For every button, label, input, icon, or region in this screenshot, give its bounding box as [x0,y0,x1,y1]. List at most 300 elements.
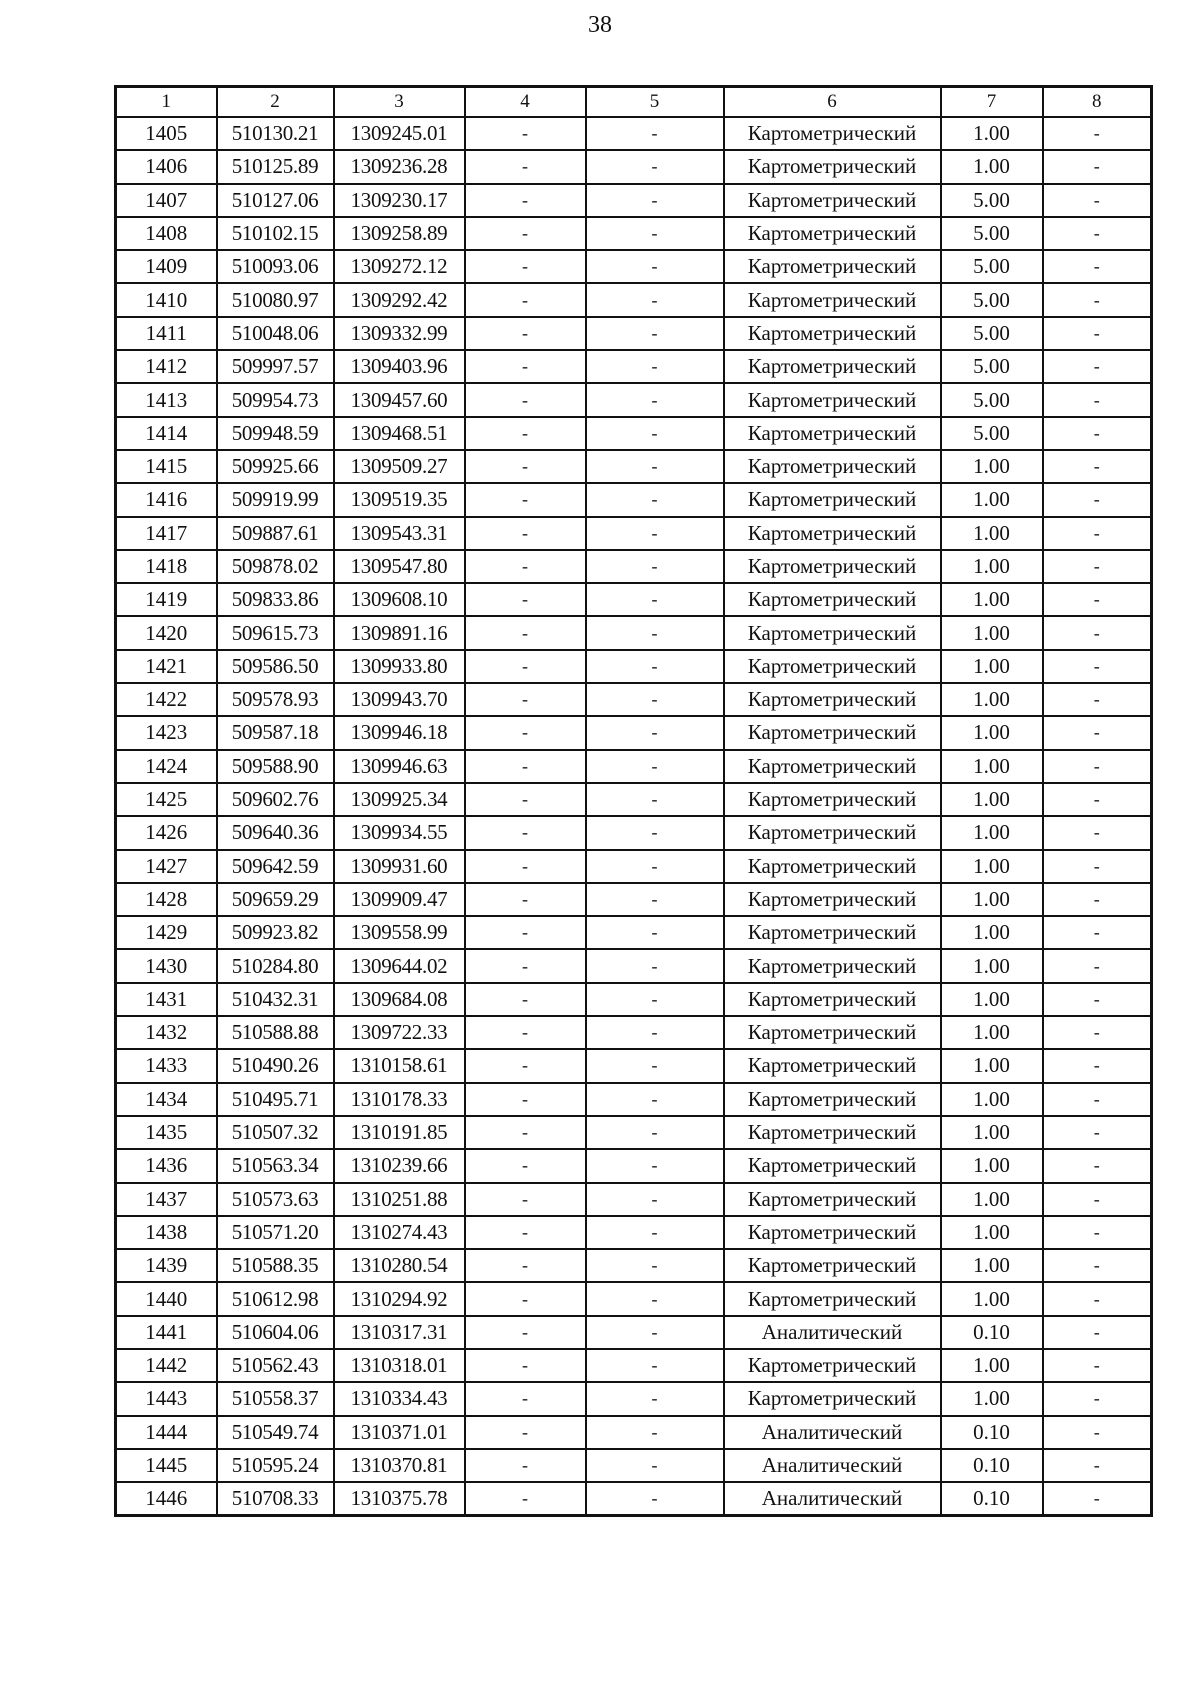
col8-cell: - [1043,1282,1152,1315]
y-coordinate-cell: 1309933.80 [334,650,465,683]
x-coordinate-cell: 510708.33 [217,1482,334,1516]
point-number-cell: 1434 [116,1083,217,1116]
col8-cell: - [1043,184,1152,217]
col8-cell: - [1043,250,1152,283]
table-row [116,1449,1152,1482]
y-coordinate-cell: 1309468.51 [334,417,465,450]
accuracy-cell: 1.00 [941,816,1043,849]
col5-cell: - [586,250,724,283]
point-number-cell: 1416 [116,483,217,516]
accuracy-cell: 1.00 [941,517,1043,550]
col4-cell: - [465,217,586,250]
x-coordinate-cell: 510573.63 [217,1183,334,1216]
table-row [116,883,1152,916]
point-number-cell: 1435 [116,1116,217,1149]
x-coordinate-cell: 510125.89 [217,150,334,183]
point-number-cell: 1424 [116,750,217,783]
x-coordinate-cell: 510432.31 [217,983,334,1016]
method-cell: Картометрический [724,716,941,749]
accuracy-cell: 1.00 [941,1282,1043,1315]
method-cell: Картометрический [724,1282,941,1315]
table-row [116,583,1152,616]
point-number-cell: 1421 [116,650,217,683]
y-coordinate-cell: 1309236.28 [334,150,465,183]
x-coordinate-cell: 510080.97 [217,283,334,316]
col4-cell: - [465,317,586,350]
method-cell: Картометрический [724,483,941,516]
table-row [116,750,1152,783]
col4-cell: - [465,1016,586,1049]
col8-cell: - [1043,1016,1152,1049]
accuracy-cell: 1.00 [941,1349,1043,1382]
point-number-cell: 1420 [116,616,217,649]
method-cell: Картометрический [724,916,941,949]
accuracy-cell: 1.00 [941,1049,1043,1082]
y-coordinate-cell: 1309891.16 [334,616,465,649]
method-cell: Картометрический [724,750,941,783]
x-coordinate-cell: 509586.50 [217,650,334,683]
x-coordinate-cell: 509640.36 [217,816,334,849]
y-coordinate-cell: 1309403.96 [334,350,465,383]
point-number-cell: 1406 [116,150,217,183]
table-row [116,1183,1152,1216]
col4-cell: - [465,550,586,583]
y-coordinate-cell: 1309943.70 [334,683,465,716]
x-coordinate-cell: 510284.80 [217,949,334,982]
col8-cell: - [1043,150,1152,183]
x-coordinate-cell: 510563.34 [217,1149,334,1182]
x-coordinate-cell: 509642.59 [217,850,334,883]
col8-cell: - [1043,550,1152,583]
col8-cell: - [1043,1183,1152,1216]
method-cell: Картометрический [724,517,941,550]
col4-cell: - [465,983,586,1016]
col8-cell: - [1043,1416,1152,1449]
method-cell: Картометрический [724,383,941,416]
accuracy-cell: 1.00 [941,483,1043,516]
accuracy-cell: 1.00 [941,583,1043,616]
col5-cell: - [586,850,724,883]
col5-cell: - [586,1149,724,1182]
col5-cell: - [586,683,724,716]
table-row [116,783,1152,816]
point-number-cell: 1428 [116,883,217,916]
accuracy-cell: 0.10 [941,1416,1043,1449]
table-row [116,716,1152,749]
table-row [116,616,1152,649]
accuracy-cell: 1.00 [941,916,1043,949]
x-coordinate-cell: 509925.66 [217,450,334,483]
point-number-cell: 1413 [116,383,217,416]
col8-cell: - [1043,1083,1152,1116]
table-header-row [116,87,1152,118]
point-number-cell: 1414 [116,417,217,450]
col5-cell: - [586,117,724,150]
method-cell: Картометрический [724,850,941,883]
table-row [116,217,1152,250]
y-coordinate-cell: 1310239.66 [334,1149,465,1182]
y-coordinate-cell: 1309543.31 [334,517,465,550]
method-cell: Картометрический [724,350,941,383]
method-cell: Картометрический [724,650,941,683]
accuracy-cell: 0.10 [941,1316,1043,1349]
x-coordinate-cell: 510595.24 [217,1449,334,1482]
x-coordinate-cell: 510048.06 [217,317,334,350]
col4-cell: - [465,916,586,949]
column-header-2: 2 [217,87,334,118]
col8-cell: - [1043,483,1152,516]
col5-cell: - [586,1349,724,1382]
table-row [116,1016,1152,1049]
col5-cell: - [586,383,724,416]
column-header-8: 8 [1043,87,1152,118]
point-number-cell: 1436 [116,1149,217,1182]
y-coordinate-cell: 1309909.47 [334,883,465,916]
method-cell: Картометрический [724,117,941,150]
y-coordinate-cell: 1309258.89 [334,217,465,250]
point-number-cell: 1422 [116,683,217,716]
coordinates-table [114,85,1153,1517]
col5-cell: - [586,417,724,450]
method-cell: Картометрический [724,1049,941,1082]
method-cell: Картометрический [724,184,941,217]
col4-cell: - [465,1449,586,1482]
accuracy-cell: 5.00 [941,250,1043,283]
col4-cell: - [465,450,586,483]
col8-cell: - [1043,650,1152,683]
y-coordinate-cell: 1309644.02 [334,949,465,982]
y-coordinate-cell: 1310318.01 [334,1349,465,1382]
col4-cell: - [465,483,586,516]
table-row [116,1116,1152,1149]
accuracy-cell: 5.00 [941,383,1043,416]
y-coordinate-cell: 1310280.54 [334,1249,465,1282]
col4-cell: - [465,1282,586,1315]
x-coordinate-cell: 510549.74 [217,1416,334,1449]
point-number-cell: 1427 [116,850,217,883]
y-coordinate-cell: 1310371.01 [334,1416,465,1449]
table-row [116,383,1152,416]
col8-cell: - [1043,1116,1152,1149]
table-row [116,150,1152,183]
method-cell: Картометрический [724,550,941,583]
col5-cell: - [586,1016,724,1049]
column-header-3: 3 [334,87,465,118]
column-header-6: 6 [724,87,941,118]
col5-cell: - [586,1382,724,1415]
table-row [116,1216,1152,1249]
table-row [116,317,1152,350]
point-number-cell: 1407 [116,184,217,217]
col5-cell: - [586,616,724,649]
y-coordinate-cell: 1310274.43 [334,1216,465,1249]
col4-cell: - [465,583,586,616]
col8-cell: - [1043,283,1152,316]
col5-cell: - [586,1282,724,1315]
col4-cell: - [465,1183,586,1216]
method-cell: Картометрический [724,283,941,316]
x-coordinate-cell: 509587.18 [217,716,334,749]
col4-cell: - [465,1149,586,1182]
x-coordinate-cell: 509919.99 [217,483,334,516]
x-coordinate-cell: 509954.73 [217,383,334,416]
col5-cell: - [586,350,724,383]
y-coordinate-cell: 1310370.81 [334,1449,465,1482]
col8-cell: - [1043,317,1152,350]
x-coordinate-cell: 510102.15 [217,217,334,250]
method-cell: Картометрический [724,150,941,183]
x-coordinate-cell: 509615.73 [217,616,334,649]
x-coordinate-cell: 509878.02 [217,550,334,583]
accuracy-cell: 1.00 [941,450,1043,483]
table-row [116,1049,1152,1082]
point-number-cell: 1419 [116,583,217,616]
x-coordinate-cell: 510127.06 [217,184,334,217]
point-number-cell: 1443 [116,1382,217,1415]
x-coordinate-cell: 509997.57 [217,350,334,383]
x-coordinate-cell: 510612.98 [217,1282,334,1315]
method-cell: Картометрический [724,783,941,816]
table-row [116,916,1152,949]
table-row [116,1316,1152,1349]
method-cell: Аналитический [724,1416,941,1449]
col4-cell: - [465,350,586,383]
y-coordinate-cell: 1309457.60 [334,383,465,416]
accuracy-cell: 1.00 [941,616,1043,649]
method-cell: Картометрический [724,1349,941,1382]
accuracy-cell: 1.00 [941,1216,1043,1249]
col8-cell: - [1043,1216,1152,1249]
table-row [116,1382,1152,1415]
y-coordinate-cell: 1310334.43 [334,1382,465,1415]
col5-cell: - [586,583,724,616]
method-cell: Картометрический [724,1216,941,1249]
method-cell: Картометрический [724,949,941,982]
col5-cell: - [586,483,724,516]
point-number-cell: 1444 [116,1416,217,1449]
accuracy-cell: 1.00 [941,716,1043,749]
col8-cell: - [1043,117,1152,150]
y-coordinate-cell: 1309547.80 [334,550,465,583]
accuracy-cell: 1.00 [941,1382,1043,1415]
accuracy-cell: 1.00 [941,1149,1043,1182]
col4-cell: - [465,1249,586,1282]
accuracy-cell: 0.10 [941,1449,1043,1482]
y-coordinate-cell: 1309292.42 [334,283,465,316]
col8-cell: - [1043,583,1152,616]
point-number-cell: 1417 [116,517,217,550]
x-coordinate-cell: 509578.93 [217,683,334,716]
col5-cell: - [586,283,724,316]
accuracy-cell: 1.00 [941,1116,1043,1149]
method-cell: Картометрический [724,816,941,849]
y-coordinate-cell: 1309925.34 [334,783,465,816]
col5-cell: - [586,1449,724,1482]
col4-cell: - [465,150,586,183]
col4-cell: - [465,184,586,217]
accuracy-cell: 5.00 [941,350,1043,383]
y-coordinate-cell: 1309931.60 [334,850,465,883]
col8-cell: - [1043,217,1152,250]
point-number-cell: 1409 [116,250,217,283]
point-number-cell: 1426 [116,816,217,849]
table-row [116,816,1152,849]
col5-cell: - [586,1116,724,1149]
accuracy-cell: 5.00 [941,317,1043,350]
point-number-cell: 1410 [116,283,217,316]
col5-cell: - [586,517,724,550]
accuracy-cell: 0.10 [941,1482,1043,1516]
y-coordinate-cell: 1309946.18 [334,716,465,749]
table-row [116,184,1152,217]
y-coordinate-cell: 1310251.88 [334,1183,465,1216]
x-coordinate-cell: 509887.61 [217,517,334,550]
col5-cell: - [586,883,724,916]
col4-cell: - [465,1382,586,1415]
col8-cell: - [1043,450,1152,483]
point-number-cell: 1439 [116,1249,217,1282]
col4-cell: - [465,716,586,749]
point-number-cell: 1431 [116,983,217,1016]
table-row [116,949,1152,982]
point-number-cell: 1432 [116,1016,217,1049]
accuracy-cell: 1.00 [941,883,1043,916]
table-row [116,650,1152,683]
col4-cell: - [465,949,586,982]
col4-cell: - [465,750,586,783]
table-row [116,1249,1152,1282]
col5-cell: - [586,1482,724,1516]
x-coordinate-cell: 509602.76 [217,783,334,816]
method-cell: Картометрический [724,1183,941,1216]
accuracy-cell: 1.00 [941,650,1043,683]
y-coordinate-cell: 1309722.33 [334,1016,465,1049]
table-row [116,550,1152,583]
x-coordinate-cell: 510588.88 [217,1016,334,1049]
y-coordinate-cell: 1309946.63 [334,750,465,783]
x-coordinate-cell: 509948.59 [217,417,334,450]
x-coordinate-cell: 510558.37 [217,1382,334,1415]
y-coordinate-cell: 1310158.61 [334,1049,465,1082]
col8-cell: - [1043,1382,1152,1415]
col5-cell: - [586,1083,724,1116]
table-row [116,1282,1152,1315]
table-row [116,1083,1152,1116]
x-coordinate-cell: 510604.06 [217,1316,334,1349]
accuracy-cell: 1.00 [941,150,1043,183]
col5-cell: - [586,1416,724,1449]
col4-cell: - [465,850,586,883]
x-coordinate-cell: 510130.21 [217,117,334,150]
table-row [116,350,1152,383]
col5-cell: - [586,317,724,350]
col4-cell: - [465,1216,586,1249]
table-row [116,117,1152,150]
col5-cell: - [586,816,724,849]
x-coordinate-cell: 510495.71 [217,1083,334,1116]
method-cell: Картометрический [724,1016,941,1049]
y-coordinate-cell: 1309558.99 [334,916,465,949]
y-coordinate-cell: 1309519.35 [334,483,465,516]
col8-cell: - [1043,417,1152,450]
col8-cell: - [1043,1149,1152,1182]
col4-cell: - [465,117,586,150]
col4-cell: - [465,1416,586,1449]
table-row [116,1349,1152,1382]
column-header-7: 7 [941,87,1043,118]
y-coordinate-cell: 1309272.12 [334,250,465,283]
x-coordinate-cell: 509923.82 [217,916,334,949]
point-number-cell: 1440 [116,1282,217,1315]
method-cell: Аналитический [724,1316,941,1349]
method-cell: Картометрический [724,1149,941,1182]
col4-cell: - [465,683,586,716]
col4-cell: - [465,1116,586,1149]
method-cell: Аналитический [724,1449,941,1482]
col5-cell: - [586,783,724,816]
y-coordinate-cell: 1309332.99 [334,317,465,350]
point-number-cell: 1429 [116,916,217,949]
accuracy-cell: 1.00 [941,550,1043,583]
table-row [116,517,1152,550]
y-coordinate-cell: 1309230.17 [334,184,465,217]
y-coordinate-cell: 1310375.78 [334,1482,465,1516]
table-body [116,117,1152,1516]
y-coordinate-cell: 1309934.55 [334,816,465,849]
page-number: 38 [588,12,612,38]
point-number-cell: 1445 [116,1449,217,1482]
point-number-cell: 1446 [116,1482,217,1516]
col5-cell: - [586,1183,724,1216]
table-row [116,1416,1152,1449]
col5-cell: - [586,949,724,982]
x-coordinate-cell: 510507.32 [217,1116,334,1149]
col8-cell: - [1043,1249,1152,1282]
method-cell: Картометрический [724,683,941,716]
col8-cell: - [1043,850,1152,883]
y-coordinate-cell: 1309245.01 [334,117,465,150]
method-cell: Аналитический [724,1482,941,1516]
method-cell: Картометрический [724,217,941,250]
y-coordinate-cell: 1310294.92 [334,1282,465,1315]
col8-cell: - [1043,983,1152,1016]
col4-cell: - [465,1049,586,1082]
col5-cell: - [586,716,724,749]
y-coordinate-cell: 1309608.10 [334,583,465,616]
method-cell: Картометрический [724,1382,941,1415]
table-row [116,1149,1152,1182]
table-row [116,450,1152,483]
col4-cell: - [465,783,586,816]
col5-cell: - [586,150,724,183]
accuracy-cell: 1.00 [941,750,1043,783]
col4-cell: - [465,383,586,416]
table-row [116,983,1152,1016]
accuracy-cell: 1.00 [941,1249,1043,1282]
col5-cell: - [586,217,724,250]
col8-cell: - [1043,1482,1152,1516]
y-coordinate-cell: 1310191.85 [334,1116,465,1149]
accuracy-cell: 1.00 [941,983,1043,1016]
accuracy-cell: 5.00 [941,217,1043,250]
column-header-5: 5 [586,87,724,118]
point-number-cell: 1405 [116,117,217,150]
col5-cell: - [586,650,724,683]
col8-cell: - [1043,350,1152,383]
accuracy-cell: 1.00 [941,1183,1043,1216]
accuracy-cell: 5.00 [941,417,1043,450]
point-number-cell: 1418 [116,550,217,583]
